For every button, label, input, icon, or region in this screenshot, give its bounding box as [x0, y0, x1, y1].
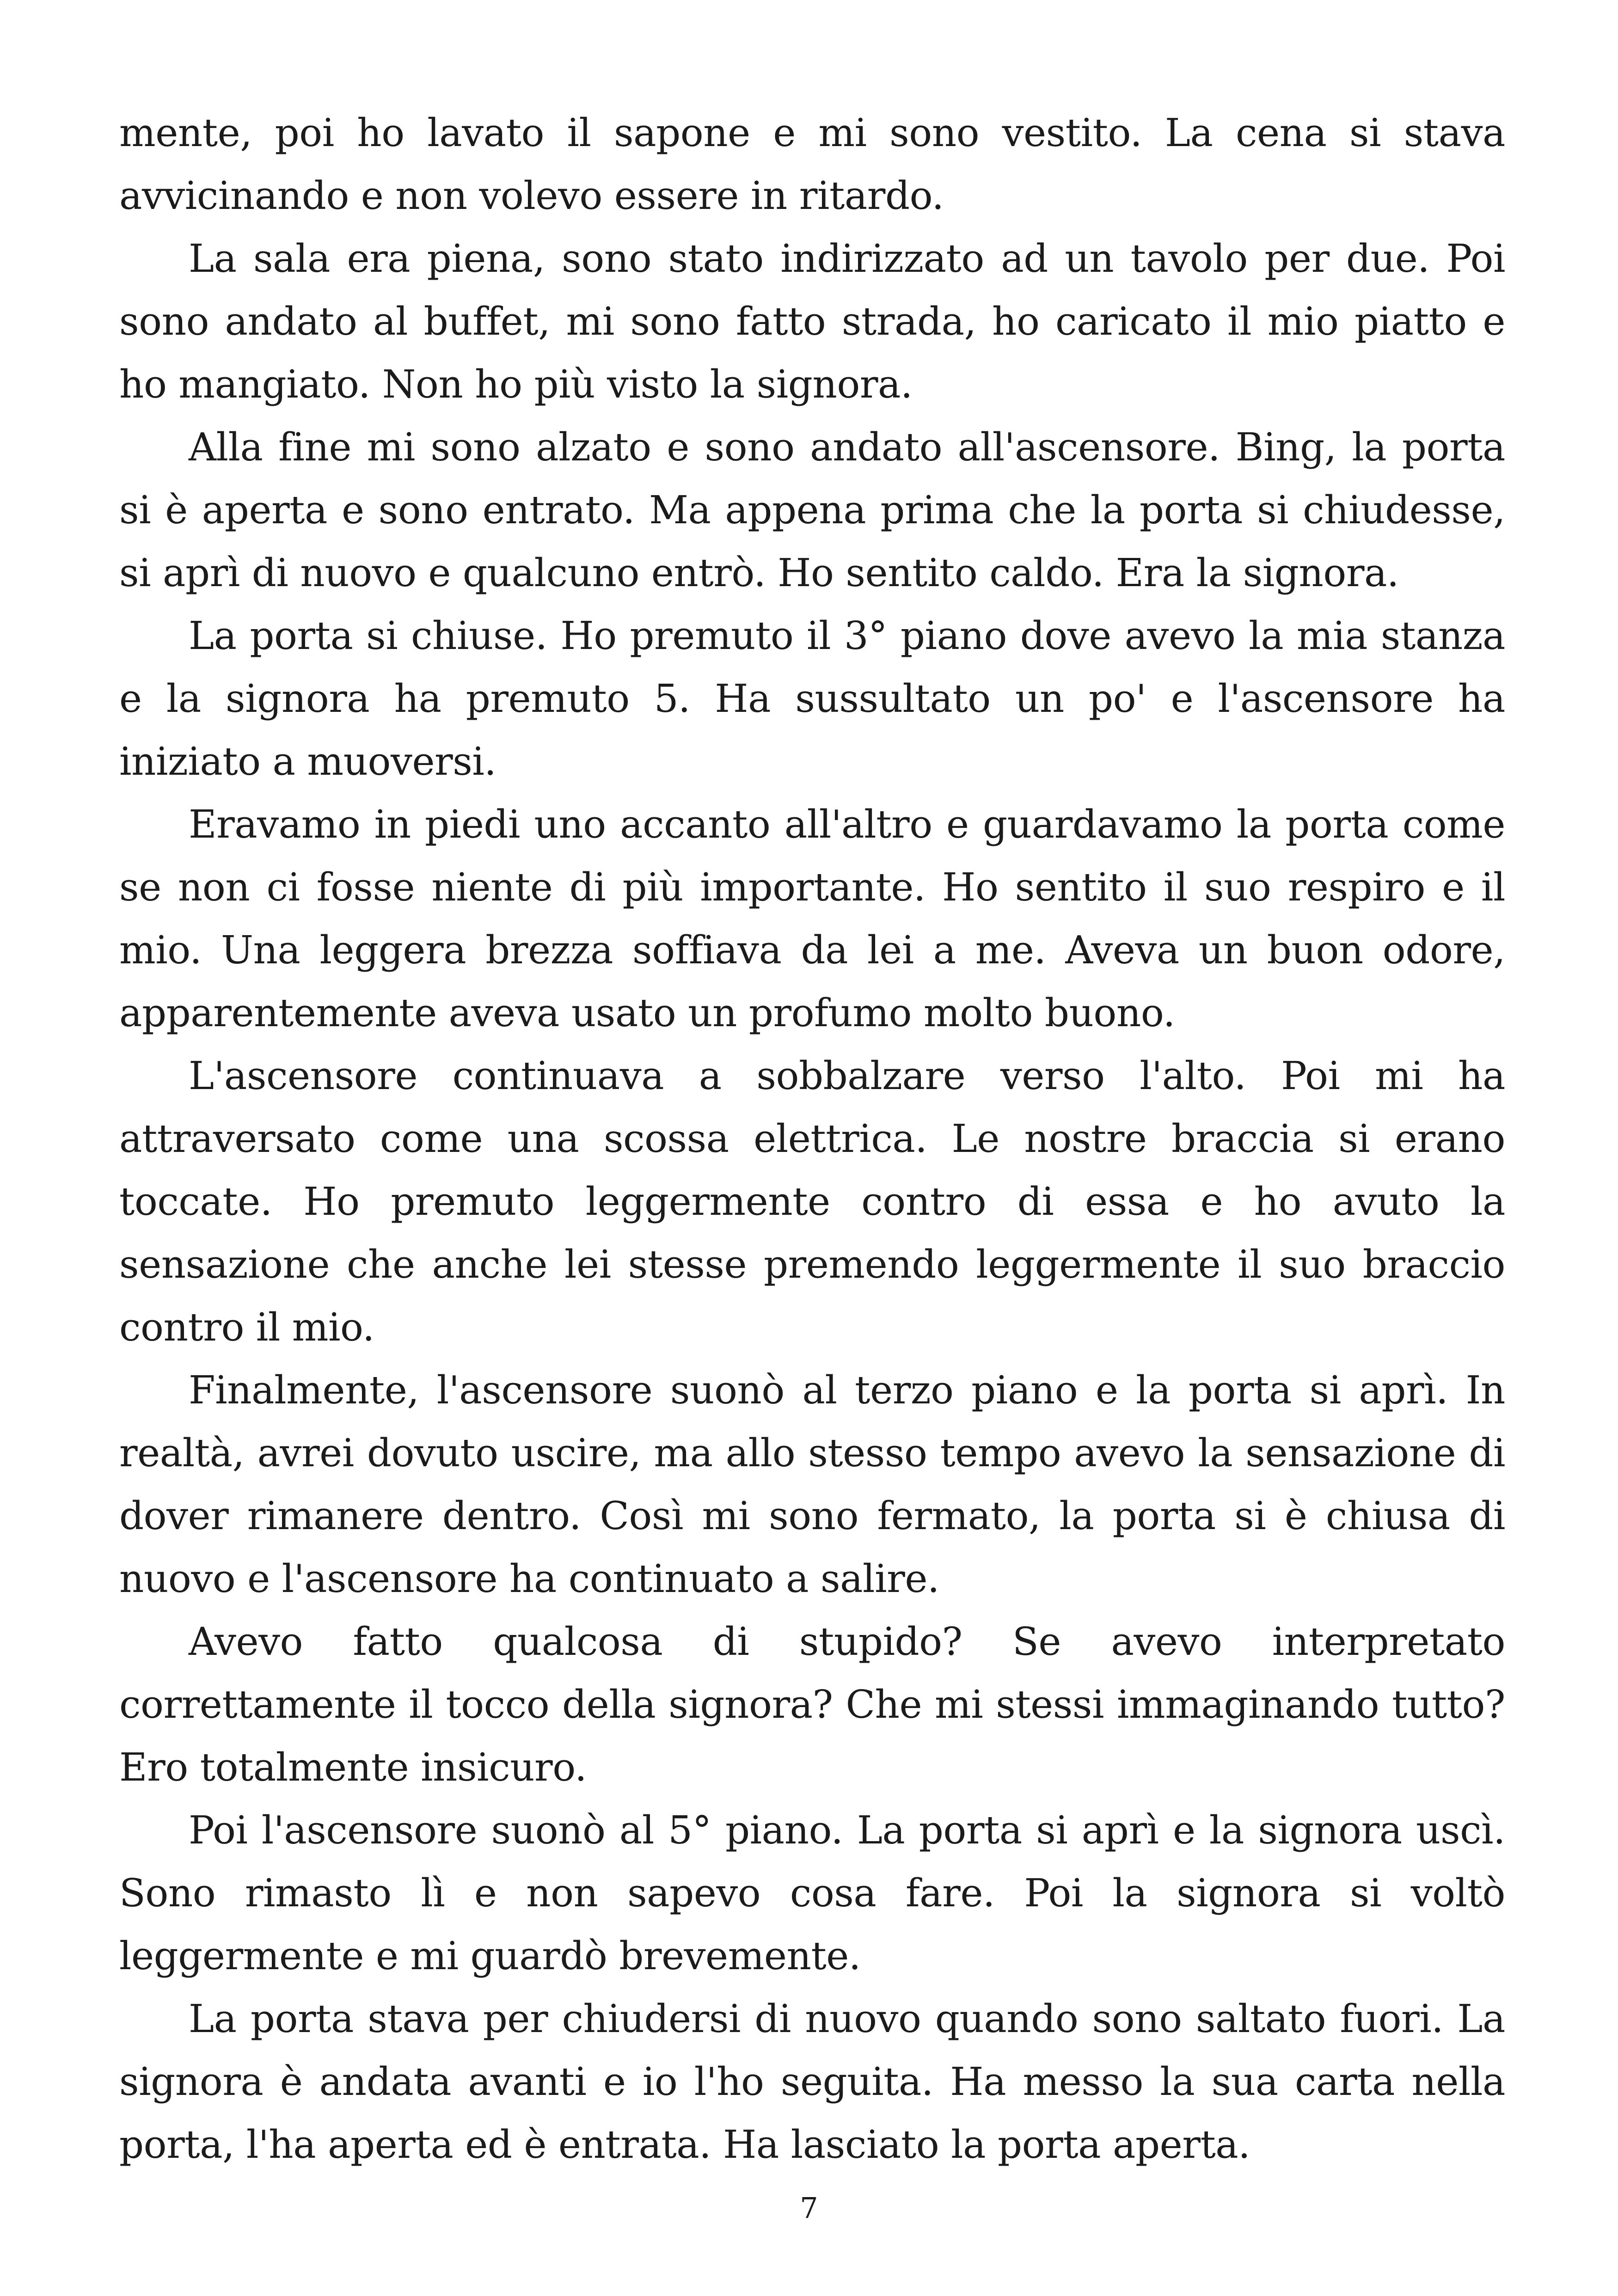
- paragraph-4: La porta si chiuse. Ho premuto il 3° piano dove avevo la mia stanza e la signora ha premuto 5. Ha sussultato un po' e l'ascensore ha iniziato a muoversi.: [119, 613, 1505, 784]
- paragraph-7: Finalmente, l'ascensore suonò al terzo piano e la porta si aprì. In realtà, avrei dovuto uscire, ma allo stesso tempo avevo la sensazione di dover rimanere dentro. Così mi sono fermato, la porta si è chiusa di nuovo e l'ascensore ha continuato a salire.: [119, 1368, 1505, 1601]
- body-text: [119, 102, 1505, 2176]
- paragraph-6: L'ascensore continuava a sobbalzare verso l'alto. Poi mi ha attraversato come una scossa elettrica. Le nostre braccia si erano toccate. Ho premuto leggermente contro di essa e ho avuto la sensazione che anche lei stesse premendo leggermente il suo braccio contro il mio.: [119, 1053, 1505, 1350]
- paragraph-3: Alla fine mi sono alzato e sono andato all'ascensore. Bing, la porta si è aperta e sono entrato. Ma appena prima che la porta si chiudesse, si aprì di nuovo e qualcuno entrò. Ho sentito caldo. Era la signora.: [119, 425, 1505, 595]
- paragraph-1: mente, poi ho lavato il sapone e mi sono vestito. La cena si stava avvicinando e non volevo essere in ritardo.: [119, 110, 1505, 218]
- paragraph-5: Eravamo in piedi uno accanto all'altro e guardavamo la porta come se non ci fosse niente di più importante. Ho sentito il suo respiro e il mio. Una leggera brezza soffiava da lei a me. Aveva un buon odore, apparentemente aveva usato un profumo molto buono.: [119, 802, 1505, 1035]
- paragraph-9: Poi l'ascensore suonò al 5° piano. La porta si aprì e la signora uscì. Sono rimasto lì e non sapevo cosa fare. Poi la signora si voltò leggermente e mi guardò brevemente.: [119, 1808, 1505, 1978]
- paragraph-10: La porta stava per chiudersi di nuovo quando sono saltato fuori. La signora è andata avanti e io l'ho seguita. Ha messo la sua carta nella porta, l'ha aperta ed è entrata. Ha lasciato la porta aperta.: [119, 1996, 1505, 2167]
- page-number: 7: [800, 2191, 818, 2225]
- paragraph-2: La sala era piena, sono stato indirizzato ad un tavolo per due. Poi sono andato al buffet, mi sono fatto strada, ho caricato il mio piatto e ho mangiato. Non ho più visto la signora.: [119, 236, 1505, 407]
- paragraph-8: Avevo fatto qualcosa di stupido? Se avevo interpretato correttamente il tocco della signora? Che mi stessi immaginando tutto? Ero totalmente insicuro.: [119, 1619, 1505, 1790]
